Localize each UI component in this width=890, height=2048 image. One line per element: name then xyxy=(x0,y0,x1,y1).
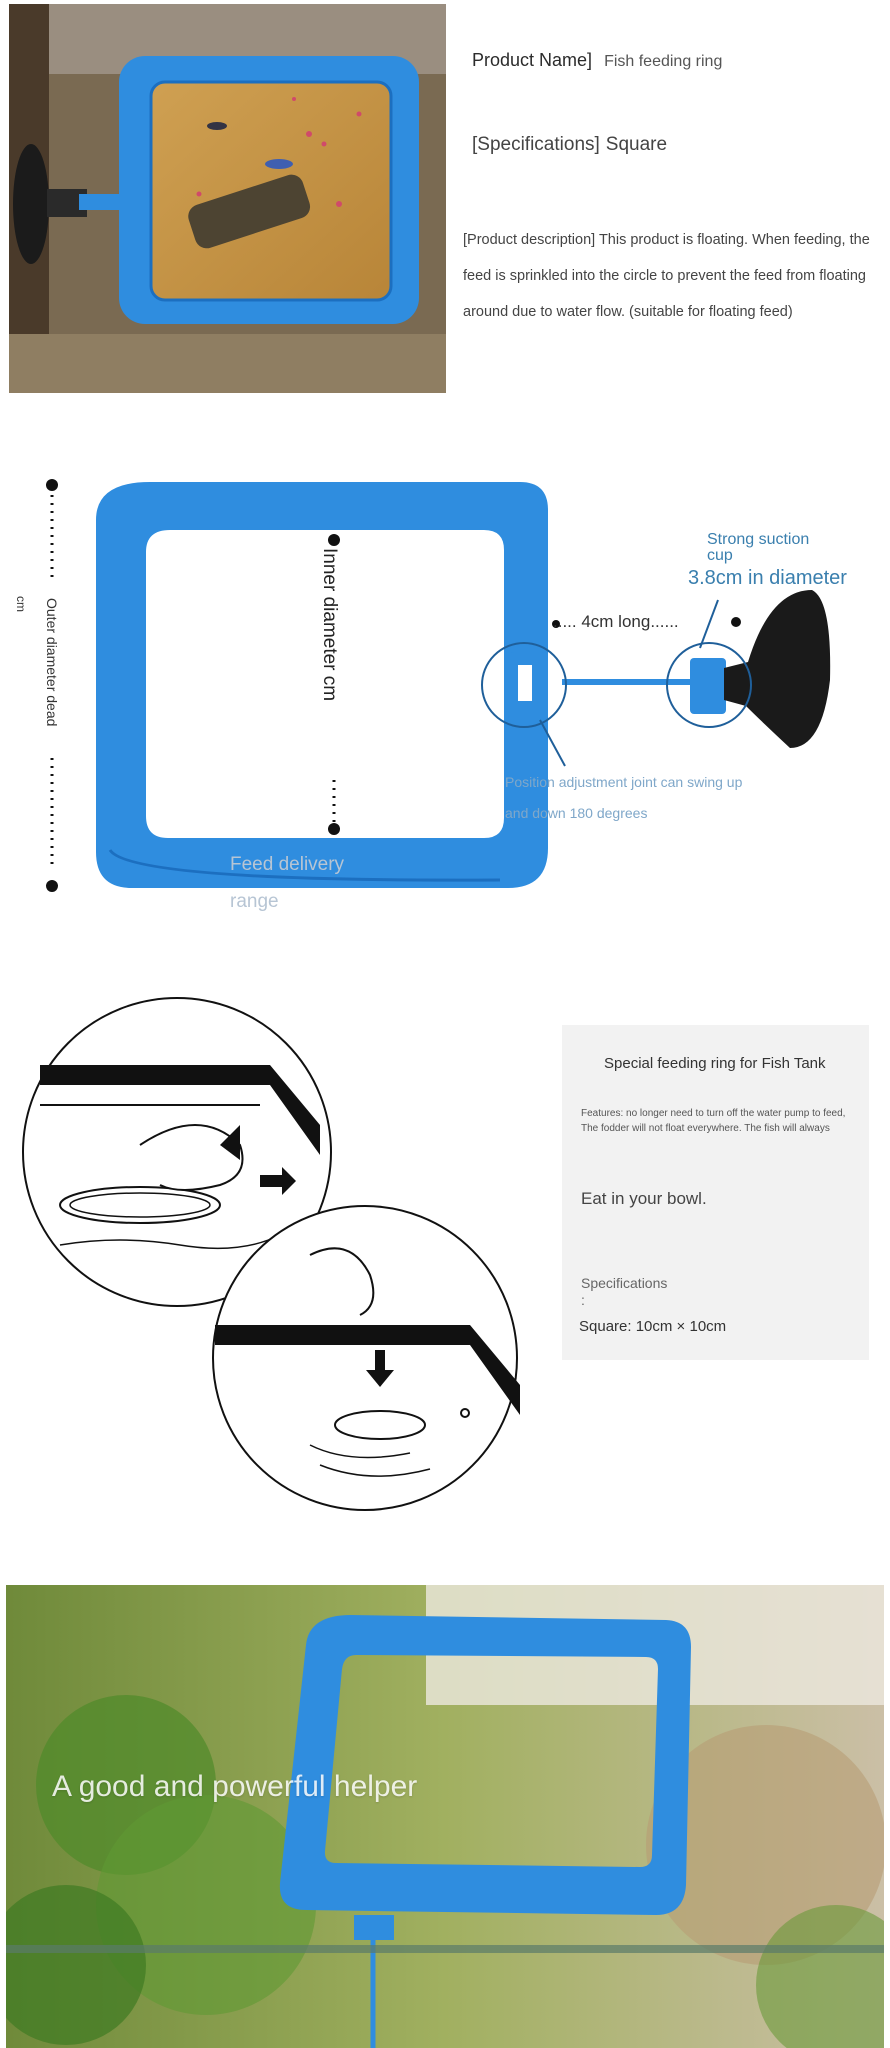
spec-label: [Specifications] xyxy=(472,134,600,155)
usage-illustration xyxy=(20,995,530,1515)
product-specifications xyxy=(472,134,667,156)
joint-note: Position adjustment joint can swing up and down 180 degrees xyxy=(505,774,743,821)
outer-diameter-unit: cm xyxy=(14,596,28,612)
spec-value: Square xyxy=(605,134,668,155)
product-description: [Product description] This product is floating. When feeding, the feed is sprinkled into the circle to prevent the feed from floating around due to water flow. (suitable for floating feed) xyxy=(463,232,870,320)
suction-cup-icon xyxy=(724,590,830,748)
arm-length-label: ..... 4cm long...... xyxy=(553,612,679,631)
outer-diameter-label: Outer diameter dead xyxy=(44,598,60,727)
card-spec-label: Specifications : xyxy=(581,1275,668,1308)
feed-range-label: Feed delivery range xyxy=(230,854,345,912)
suction-diameter-label: 3.8cm in diameter xyxy=(688,567,847,589)
card-feature-line: Features: no longer need to turn off the water pump to feed, xyxy=(581,1108,846,1119)
product-name-label: Product Name] xyxy=(472,50,593,70)
card-feature-line: The fodder will not float everywhere. The fish will always xyxy=(581,1123,830,1134)
product-name xyxy=(472,50,722,71)
product-name-value: Fish feeding ring xyxy=(604,53,723,70)
inner-diameter-label: Inner diameter cm xyxy=(319,548,340,702)
suction-cup-label: Strong suction cup xyxy=(707,531,810,564)
card-title: Special feeding ring for Fish Tank xyxy=(604,1055,826,1072)
aquarium-banner-photo xyxy=(6,1585,884,2048)
card-size: Square: 10cm × 10cm xyxy=(579,1318,727,1335)
banner-headline: A good and powerful helper xyxy=(52,1770,418,1803)
product-photo-tank xyxy=(9,4,446,393)
card-tagline: Eat in your bowl. xyxy=(581,1189,707,1208)
card-features xyxy=(581,1107,851,1136)
info-card xyxy=(562,1025,869,1360)
